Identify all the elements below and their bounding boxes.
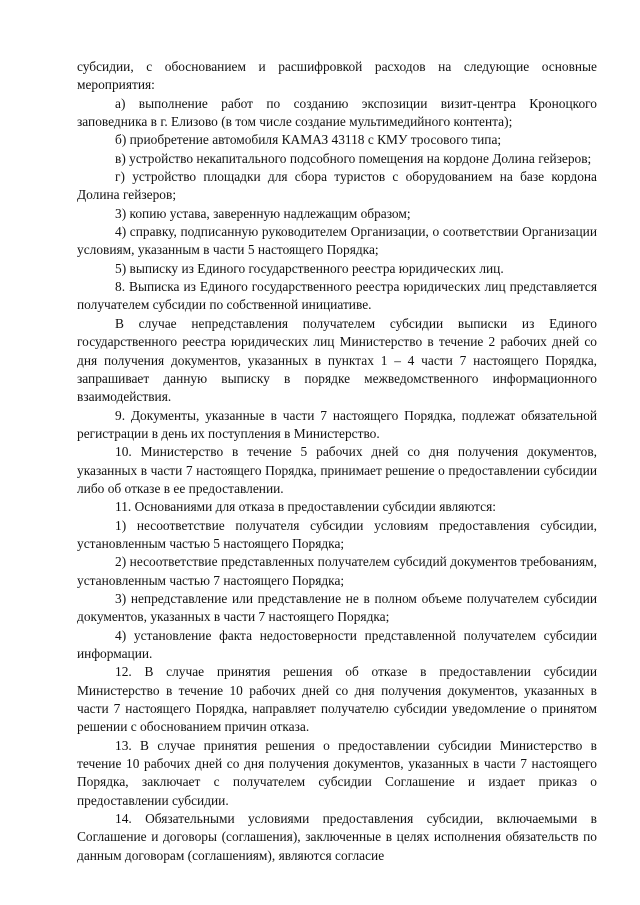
paragraph-section-8-note: В случае непредставления получателем субсидии выписки из Единого государственного реестра юридических лиц Министерство в течение 2 рабочих дней со дня получения документов, указанных в пунктах 1 – 4 части 7 настоящего Порядка, запрашивает данную выписку в порядке межведомственного информационного взаимодействия. (77, 315, 597, 405)
paragraph-section-12: 12. В случае принятия решения об отказе в предоставлении субсидии Министерство в течение 10 рабочих дней со дня получения документов, указанных в части 7 настоящего Порядка, направляет получателю субсидии уведомление о принятом решении с обоснованием причин отказа. (77, 664, 597, 735)
paragraph-section-14: 14. Обязательными условиями предоставления субсидии, включаемыми в Соглашение и договоры (соглашения), заключенные в целях исполнения обязательств по данным договорам (соглашениям), являются согласие (77, 811, 597, 863)
paragraph-section-10: 10. Министерство в течение 5 рабочих дней со дня получения документов, указанных в части 7 настоящего Порядка, принимает решение о предоставлении субсидии либо об отказе в ее предоставлении. (77, 444, 597, 496)
paragraph-item-4: 4) справку, подписанную руководителем Организации, о соответствии Организации условиям, указанным в части 5 настоящего Порядка; (77, 224, 597, 258)
paragraph-section-11-item-3: 3) непредставление или представление не в полном объеме получателем субсидии документов, указанных в части 7 настоящего Порядка; (77, 590, 597, 625)
paragraph-section-11: 11. Основаниями для отказа в предоставлении субсидии являются: (115, 499, 497, 515)
paragraph-item-g: г) устройство площадки для сбора туристов с оборудованием на базе кордона Долина гейзеров; (77, 169, 597, 203)
paragraph-section-9: 9. Документы, указанные в части 7 настоящего Порядка, подлежат обязательной регистрации в день их поступления в Министерство. (77, 407, 597, 441)
paragraph-section-8: 8. Выписка из Единого государственного реестра юридических лиц представляется получателем субсидии по собственной инициативе. (77, 279, 597, 313)
paragraph-continuation: субсидии, с обоснованием и расшифровкой расходов на следующие основные мероприятия: (77, 59, 597, 93)
paragraph-section-11-item-1: 1) несоответствие получателя субсидии условиям предоставления субсидии, установленным частью 5 настоящего Порядка; (77, 517, 597, 551)
paragraph-item-3: 3) копию устава, заверенную надлежащим образом; (115, 205, 411, 221)
paragraph-item-b: б) приобретение автомобиля КАМАЗ 43118 с КМУ тросового типа; (115, 132, 502, 148)
paragraph-item-a: а) выполнение работ по созданию экспозиции визит-центра Кроноцкого заповедника в г. Елизово (в том числе создание мультимедийного контента); (77, 95, 597, 130)
paragraph-item-v: в) устройство некапитального подсобного помещения на кордоне Долина гейзеров; (115, 150, 592, 166)
document-page (77, 58, 597, 865)
paragraph-section-13: 13. В случае принятия решения о предоставлении субсидии Министерство в течение 10 рабочих дней со дня получения документов, указанных в части 7 настоящего Порядка, заключает с получателем субсидии Соглашение и издает приказ о предоставлении субсидии. (77, 737, 597, 808)
paragraph-section-11-item-4: 4) установление факта недостоверности представленной получателем субсидии информации. (77, 627, 597, 661)
paragraph-item-5: 5) выписку из Единого государственного реестра юридических лиц. (115, 260, 504, 276)
paragraph-section-11-item-2: 2) несоответствие представленных получателем субсидий документов требованиям, установленным частью 7 настоящего Порядка; (77, 554, 597, 588)
